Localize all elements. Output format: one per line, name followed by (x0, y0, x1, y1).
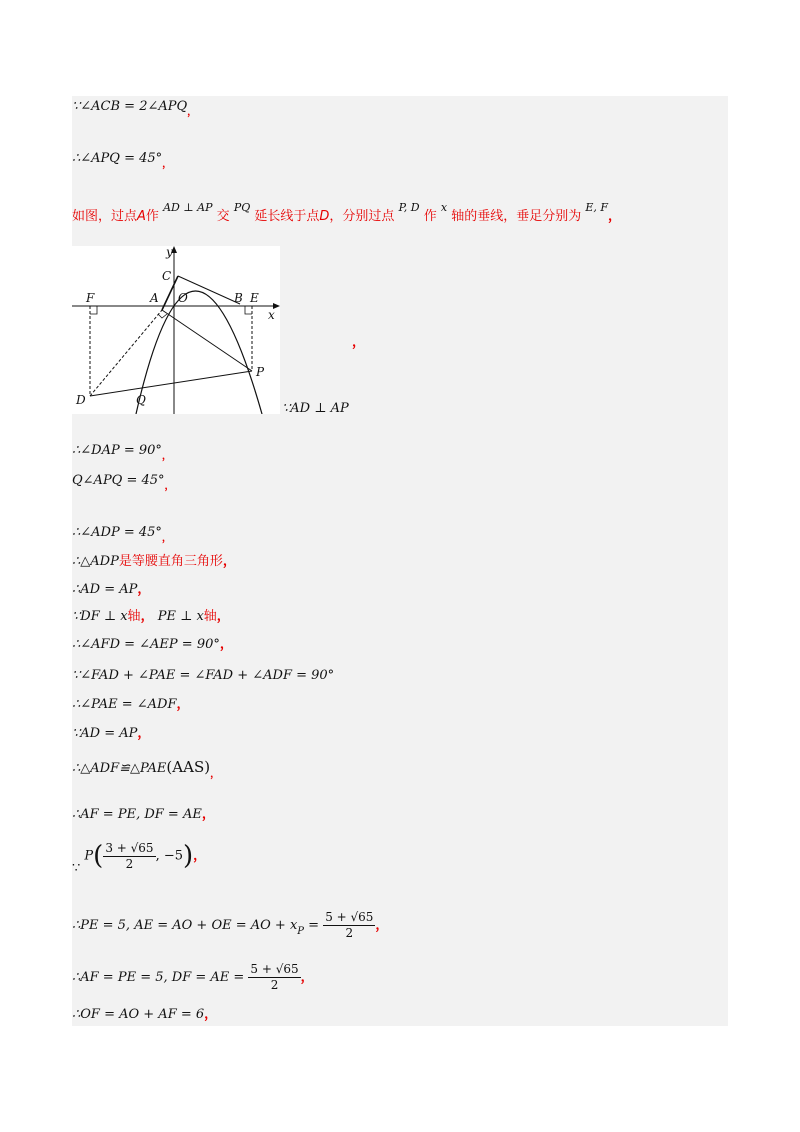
fraction (103, 841, 155, 872)
comma: ， (201, 807, 215, 822)
line-10 (72, 608, 230, 626)
denominator: 2 (345, 926, 354, 940)
math-text: ∴∠ADP = 45° (72, 525, 162, 540)
text: 延长线于点 (254, 209, 320, 224)
text: 作 (145, 209, 159, 224)
text: 是等腰直角三角形 (118, 554, 223, 569)
comma: ， (176, 697, 190, 712)
segment-AP (162, 310, 252, 371)
label-x: x (268, 308, 275, 322)
math-text: x (440, 201, 448, 214)
math-text: ∵∠ACB = 2∠APQ (72, 99, 188, 114)
math-text: ∴∠PAE = ∠ADF (72, 697, 177, 712)
math-text: Q∠APQ = 45° (72, 473, 165, 488)
math-text: ∴OF = AO + AF = 6 (72, 1007, 205, 1022)
label-E: E (250, 291, 259, 305)
text: 轴的垂线，垂足分别为 (451, 209, 582, 224)
comma: ， (210, 769, 221, 780)
line-2 (72, 150, 172, 169)
label-Q: Q (136, 393, 146, 407)
math-text: PE ⊥ x (157, 609, 204, 624)
text: ，分别过点 (329, 209, 395, 224)
math-text: (AAS) (166, 758, 211, 776)
math-text: ∴AF = PE, DF = AE (72, 807, 202, 822)
math-text: , −5 (155, 848, 183, 864)
line-9 (72, 581, 150, 599)
line-5 (72, 442, 172, 461)
right-angle-mark (90, 306, 97, 314)
math-text: P, D (398, 201, 420, 214)
parabola (136, 291, 262, 414)
right-angle-mark (245, 306, 252, 314)
math-text: ∵AD ⊥ AP (282, 401, 349, 416)
math-text: ) (183, 841, 194, 871)
line-12 (72, 667, 334, 685)
comma: ， (375, 918, 389, 933)
label-B: B (234, 291, 243, 305)
comma: ， (216, 609, 230, 624)
comma: ， (187, 107, 198, 118)
comma: ， (137, 582, 151, 597)
numerator: 3 + √65 (105, 840, 154, 855)
comma: ， (193, 848, 207, 864)
line-7 (72, 524, 172, 543)
line-11 (72, 636, 233, 654)
text: D (319, 209, 330, 224)
label-F: F (86, 291, 95, 305)
subscript: P (297, 926, 305, 937)
line-15 (72, 758, 220, 779)
line-20 (72, 1006, 217, 1024)
comma: ， (140, 609, 154, 624)
math-text: P (84, 848, 94, 864)
fraction (248, 962, 300, 993)
text: 轴 (203, 609, 217, 624)
line-13 (72, 696, 190, 714)
text: 作 (423, 209, 437, 224)
line-1 (72, 98, 197, 117)
right-angle-mark (158, 314, 167, 318)
math-text: ∴∠AFD = ∠AEP = 90° (72, 637, 220, 652)
line-17 (72, 836, 206, 877)
math-text: ∵AD = AP (72, 726, 138, 741)
comma: ， (161, 451, 172, 462)
line-4 (282, 400, 349, 418)
math-text: ∵DF ⊥ x (72, 609, 128, 624)
math-text: ( (93, 841, 104, 871)
label-P: P (256, 365, 265, 379)
comma: ， (137, 726, 151, 741)
label-A: A (150, 291, 159, 305)
text: 交 (216, 209, 230, 224)
text: A (137, 209, 146, 224)
comma: ， (608, 209, 622, 224)
comma: ， (162, 159, 173, 170)
denominator: 2 (125, 856, 134, 871)
math-text: PQ (233, 201, 251, 214)
text: 如图，过点 (72, 209, 138, 224)
math-text: ∴△ADP (72, 554, 119, 569)
label-D: D (76, 393, 86, 407)
math-text: ∴∠DAP = 90° (72, 443, 162, 458)
math-text: ∵ (72, 860, 81, 876)
math-text: ∴∠APQ = 45° (72, 151, 163, 166)
label-O: O (178, 291, 188, 305)
geometry-figure (72, 246, 280, 414)
label-C: C (162, 269, 172, 283)
figure-comma (352, 334, 365, 352)
comma: ， (222, 554, 236, 569)
line-19 (72, 960, 314, 996)
segment-DP (90, 371, 252, 396)
line-8 (72, 553, 236, 571)
numerator: 5 + √65 (325, 910, 374, 924)
comma: ， (352, 335, 366, 350)
math-text: ∴PE = 5, AE = AO + OE = AO + x (72, 918, 298, 933)
math-text: E, F (585, 201, 609, 214)
denominator: 2 (270, 978, 279, 992)
comma: ， (161, 533, 172, 544)
comma: ， (219, 637, 233, 652)
label-y: y (166, 246, 173, 259)
math-text: ∴AF = PE = 5, DF = AE = (72, 970, 245, 985)
line-16 (72, 806, 215, 824)
dashed-DA (90, 310, 162, 396)
math-text: = (304, 918, 320, 933)
math-text: AD ⊥ AP (163, 201, 213, 214)
comma: ， (164, 481, 175, 492)
line-14 (72, 725, 150, 743)
math-text: ∴△ADF≌△PAE (72, 761, 167, 776)
line-18 (72, 908, 388, 945)
math-text: ∵∠FAD + ∠PAE = ∠FAD + ∠ADF = 90° (72, 668, 335, 683)
math-text: ∴AD = AP (72, 582, 138, 597)
numerator: 5 + √65 (250, 962, 299, 976)
comma: ， (204, 1007, 218, 1022)
comma: ， (300, 970, 314, 985)
text: 轴 (127, 609, 141, 624)
document-page (72, 96, 728, 1026)
line-6 (72, 472, 175, 491)
fraction (323, 910, 375, 941)
